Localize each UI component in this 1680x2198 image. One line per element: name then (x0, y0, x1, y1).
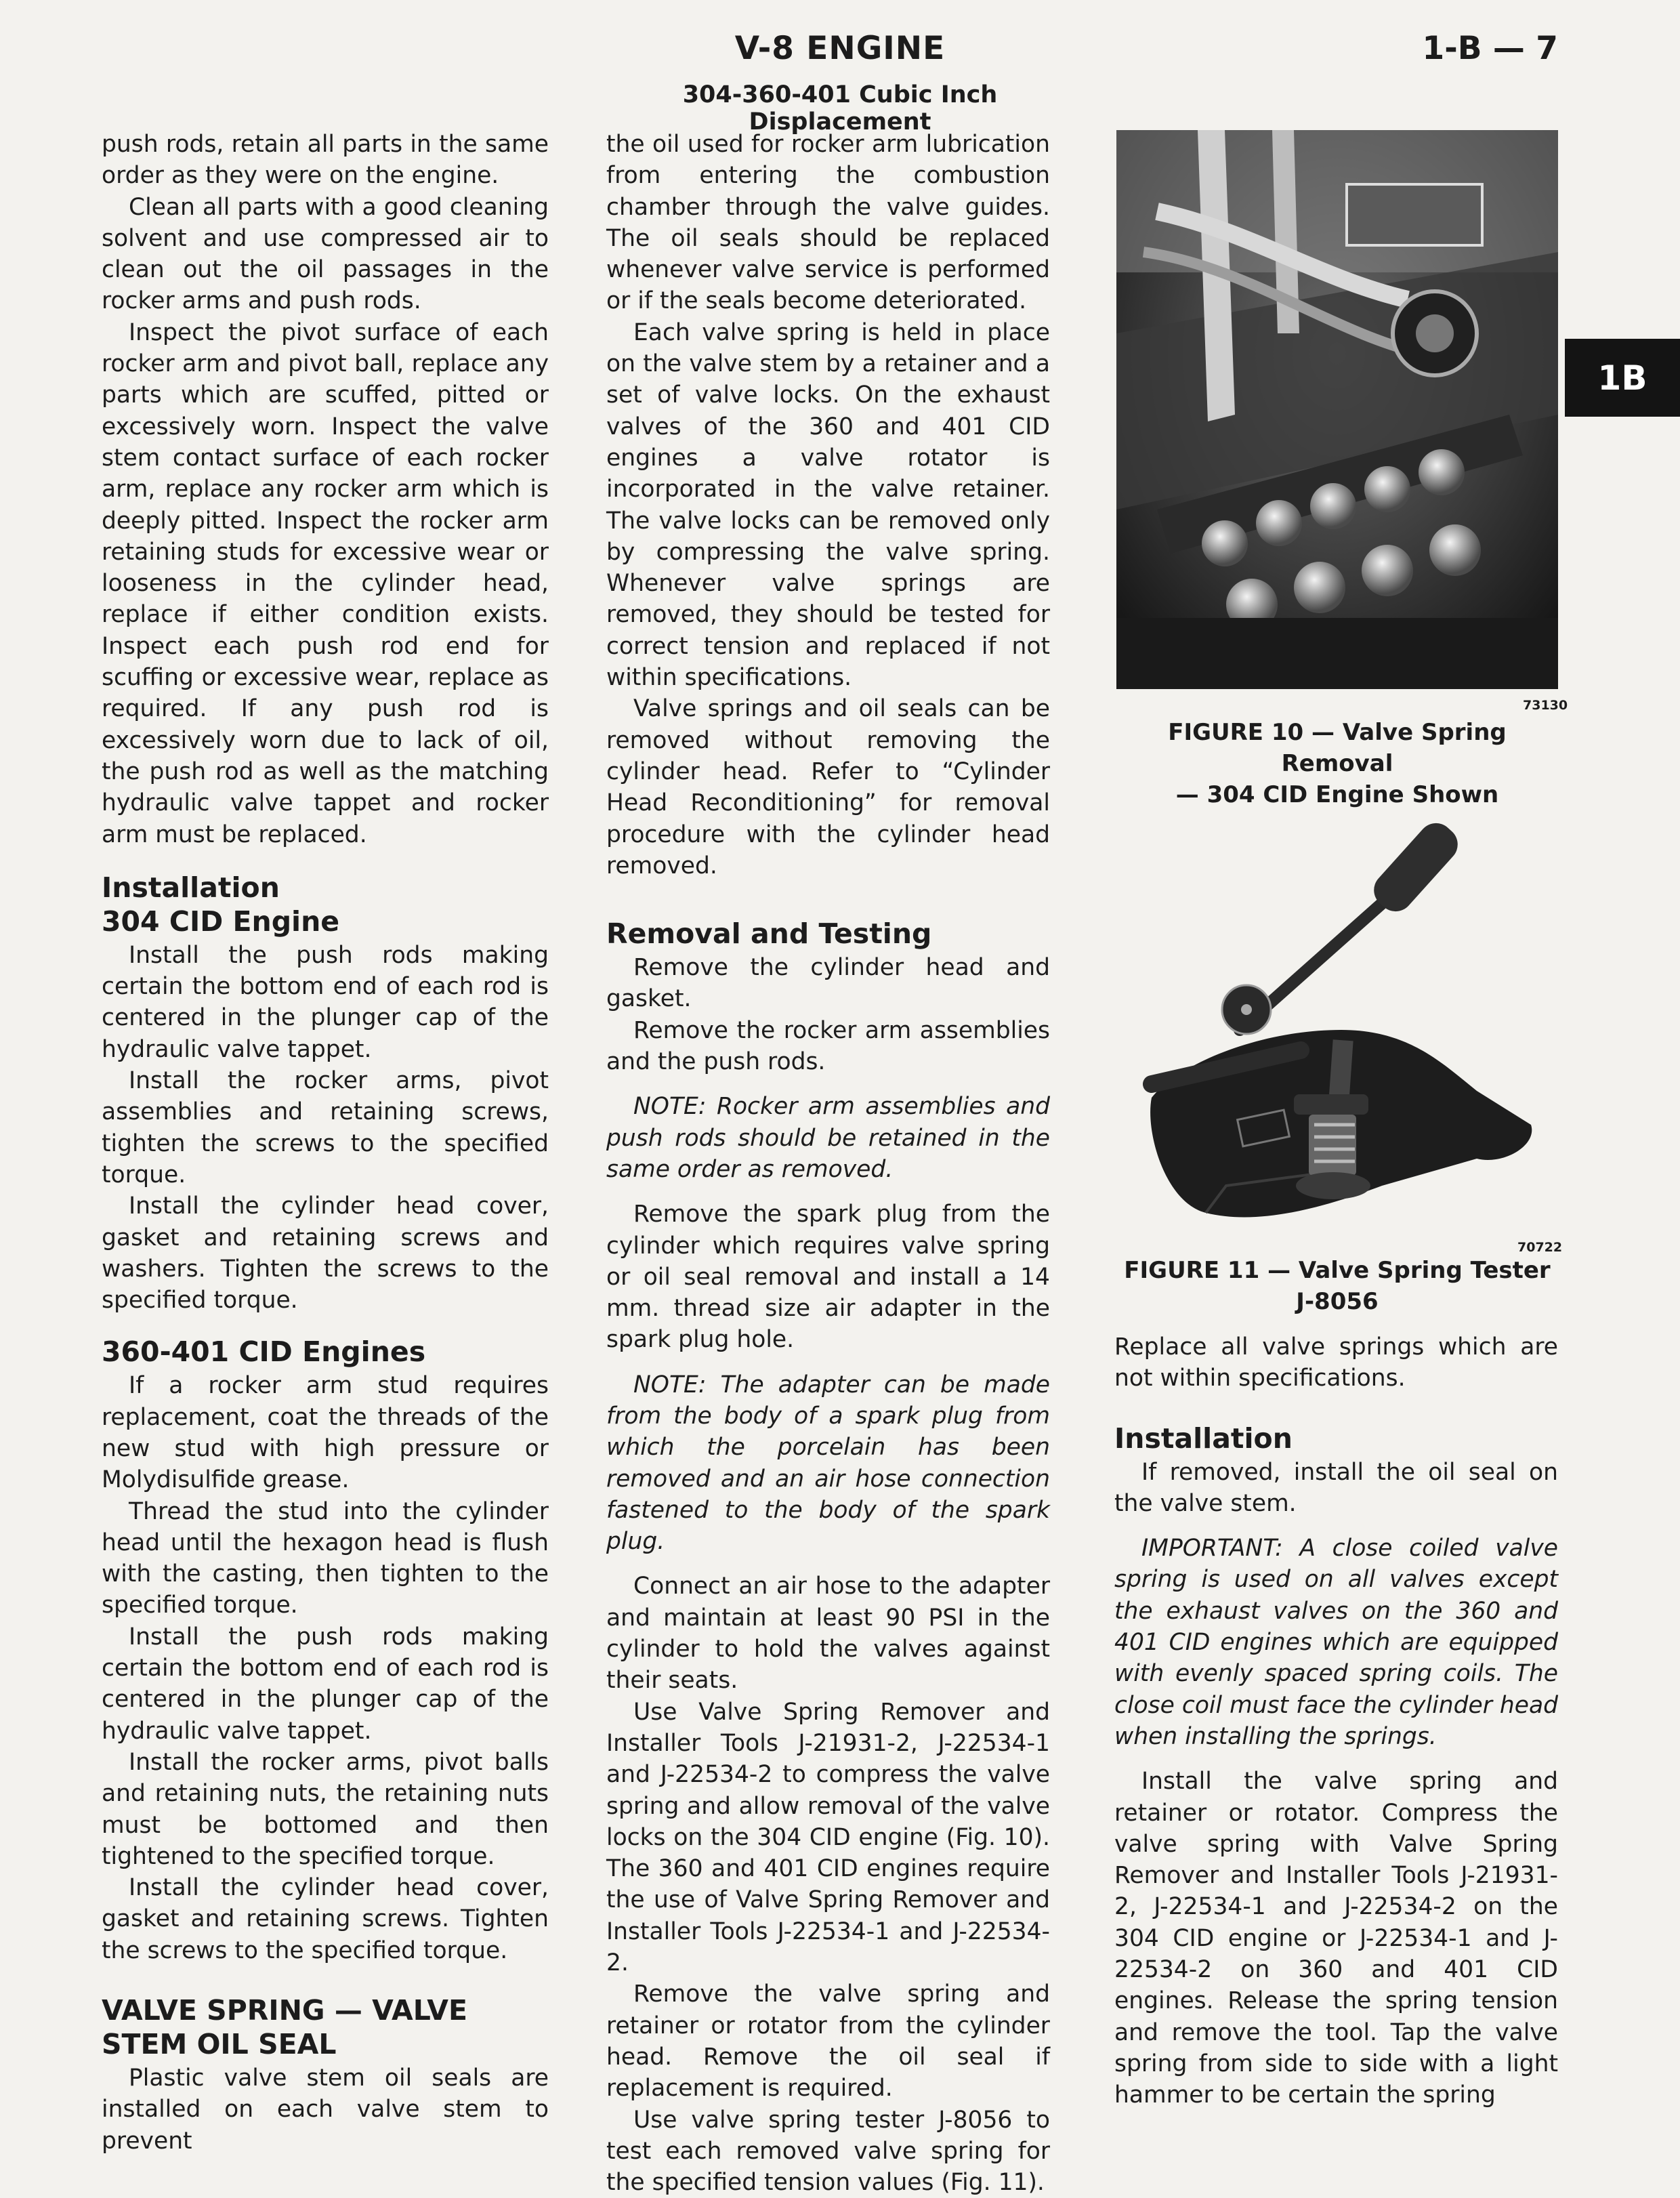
figure-10-code: 73130 (1523, 698, 1568, 713)
paragraph: Remove the rocker arm assemblies and the push rods. (606, 1016, 1050, 1076)
heading-valve-spring: VALVE SPRING — VALVE (102, 1994, 467, 2027)
paragraph: Each valve spring is held in place on the valve stem by a retainer and a set of valve locks. On the exhaust valves of the 360 and 401 CID engines a valve rotator is incorporated in the valve retainer. The valve locks can be removed only by compressing the valve spring. Whenever valve springs are removed, they should be tested for correct tension and replaced if not within specifications. (606, 318, 1050, 692)
figure-10-caption-line1: FIGURE 10 — Valve Spring Removal (1168, 719, 1507, 777)
heading-304-cid: 304 CID Engine (102, 905, 340, 938)
paragraph: Remove the cylinder head and gasket. (606, 954, 1050, 1013)
paragraph: Clean all parts with a good cleaning solvent and use compressed air to clean out the oil passages in the rocker arms and push rods. (102, 193, 549, 315)
paragraph: Install the push rods making certain the bottom end of each rod is centered in the plunger cap of the hydraulic valve tappet. (102, 941, 549, 1063)
engine-photo-illustration (1116, 130, 1558, 689)
paragraph: Connect an air hose to the adapter and maintain at least 90 PSI in the cylinder to hold the valves against their seats. (606, 1573, 1050, 1695)
valve-spring-tester-drawing (1125, 806, 1558, 1240)
paragraph: Replace all valve springs which are not within specifications. (1114, 1333, 1558, 1392)
paragraph: If removed, install the oil seal on the valve stem. (1114, 1458, 1558, 1517)
paragraph: Plastic valve stem oil seals are installed on each valve stem to prevent (102, 2065, 549, 2155)
heading-stem-oil-seal: STEM OIL SEAL (102, 2028, 337, 2061)
paragraph: Use Valve Spring Remover and Installer Tools J-21931-2, J-22534-1 and J-22534-2 to compress the valve spring and allow removal of the valve locks on the 304 CID engine (Fig. 10). The 360 and 401 CID engines require the use of Valve Spring Remover and Installer Tools J-22534-1 and J-22534-2. (606, 1698, 1050, 1977)
note: NOTE: The adapter can be made from the body of a spark plug from which the porcelain has been removed and an air hose connection fastened to the body of the spark plug. (606, 1371, 1050, 1556)
figure-10-caption-line2: — 304 CID Engine Shown (1175, 781, 1499, 808)
paragraph: Install the push rods making certain the bottom end of each rod is centered in the plunger cap of the hydraulic valve tappet. (102, 1623, 549, 1745)
paragraph: Inspect the pivot surface of each rocker arm and pivot ball, replace any parts which are scuffed, pitted or excessively worn. Inspect the valve stem contact surface of each rocker arm, replace any rocker arm which is deeply pitted. Inspect the rocker arm retaining studs for excessive wear or looseness in the cylinder head, replace if either condition exists. Inspect each push rod end for scuffing or excessive wear, replace as required. If any push rod is excessively worn due to lack of oil, the push rod as well as the matching hydraulic valve tappet and rocker arm must be replaced. (102, 318, 549, 848)
paragraph: Install the cylinder head cover, gasket and retaining screws and washers. Tighten the screws to the specified torque. (102, 1193, 549, 1314)
section-heading (102, 1993, 549, 2061)
figure-11-caption-line1: FIGURE 11 — Valve Spring Tester (1124, 1257, 1551, 1284)
section-tab: 1B (1565, 339, 1680, 417)
paragraph: Remove the valve spring and retainer or rotator from the cylinder head. Remove the oil seal if replacement is required. (606, 1981, 1050, 2102)
page-subtitle: 304-360-401 Cubic Inch Displacement (682, 81, 998, 136)
paragraph: Install the rocker arms, pivot balls and retaining nuts, the retaining nuts must be bottomed and then tightened to the specified torque. (102, 1748, 549, 1870)
text-column-3 (1114, 1331, 1558, 2111)
section-heading (102, 871, 549, 938)
page-title: V-8 ENGINE (734, 30, 946, 67)
paragraph: Thread the stud into the cylinder head until the hexagon head is flush with the casting, then tighten to the specified torque. (102, 1497, 549, 1619)
heading-installation-2: Installation (1114, 1422, 1293, 1455)
paragraph: If a rocker arm stud requires replacement, coat the threads of the new stud with high pressure or Molydisulfide grease. (102, 1372, 549, 1494)
heading-installation: Installation (102, 871, 280, 904)
paragraph: Use valve spring tester J-8056 to test each removed valve spring for the specified tension values (Fig. 11). (606, 2106, 1050, 2197)
paragraph: Remove the spark plug from the cylinder which requires valve spring or oil seal removal and install a 14 mm. thread size air adapter in the spark plug hole. (606, 1201, 1050, 1354)
figure-11-code: 70722 (1517, 1240, 1563, 1255)
note: NOTE: Rocker arm assemblies and push rods should be retained in the same order as removed. (606, 1093, 1050, 1183)
figure-10-photo (1116, 130, 1558, 689)
text-column-2 (606, 129, 1050, 2198)
paragraph: the oil used for rocker arm lubrication from entering the combustion chamber through the valve guides. The oil seals should be replaced whenever valve service is performed or if the seals become deteriorated. (606, 131, 1050, 315)
heading-360-401-cid: 360-401 CID Engines (102, 1335, 426, 1369)
heading-removal-testing: Removal and Testing (606, 917, 932, 951)
paragraph: Install the cylinder head cover, gasket and retaining screws. Tighten the screws to the specified torque. (102, 1874, 549, 1964)
paragraph: Install the rocker arms, pivot assemblies and retaining screws, tighten the screws to the specified torque. (102, 1067, 549, 1188)
paragraph: Valve springs and oil seals can be removed without removing the cylinder head. Refer to “Cylinder Head Reconditioning” for removal procedure with the cylinder head removed. (606, 695, 1050, 879)
figure-11-illustration (1125, 806, 1558, 1240)
paragraph: Install the valve spring and retainer or rotator. Compress the valve spring with Valve Spring Remover and Installer Tools J-21931-2, J-22534-1 and J-22534-2 on the 304 CID engine or J-22534-1 and J-22534-2 on 360 and 401 CID engines. Release the spring tension and remove the tool. Tap the valve spring from side to side with a light hammer to be certain the spring (1114, 1768, 1558, 2109)
figure-11-caption-line2: J-8056 (1296, 1288, 1379, 1315)
page-number: 1-B — 7 (1422, 30, 1558, 67)
figure-10-caption (1116, 717, 1558, 810)
important-note: IMPORTANT: A close coiled valve spring is used on all valves except the exhaust valves on the 360 and 401 CID engines which are equipped with evenly spaced spring coils. The close coil must face the cylinder head when installing the springs. (1114, 1535, 1558, 1750)
text-column-1 (102, 129, 549, 2157)
paragraph: push rods, retain all parts in the same order as they were on the engine. (102, 131, 549, 190)
figure-11-caption (1116, 1255, 1558, 1317)
